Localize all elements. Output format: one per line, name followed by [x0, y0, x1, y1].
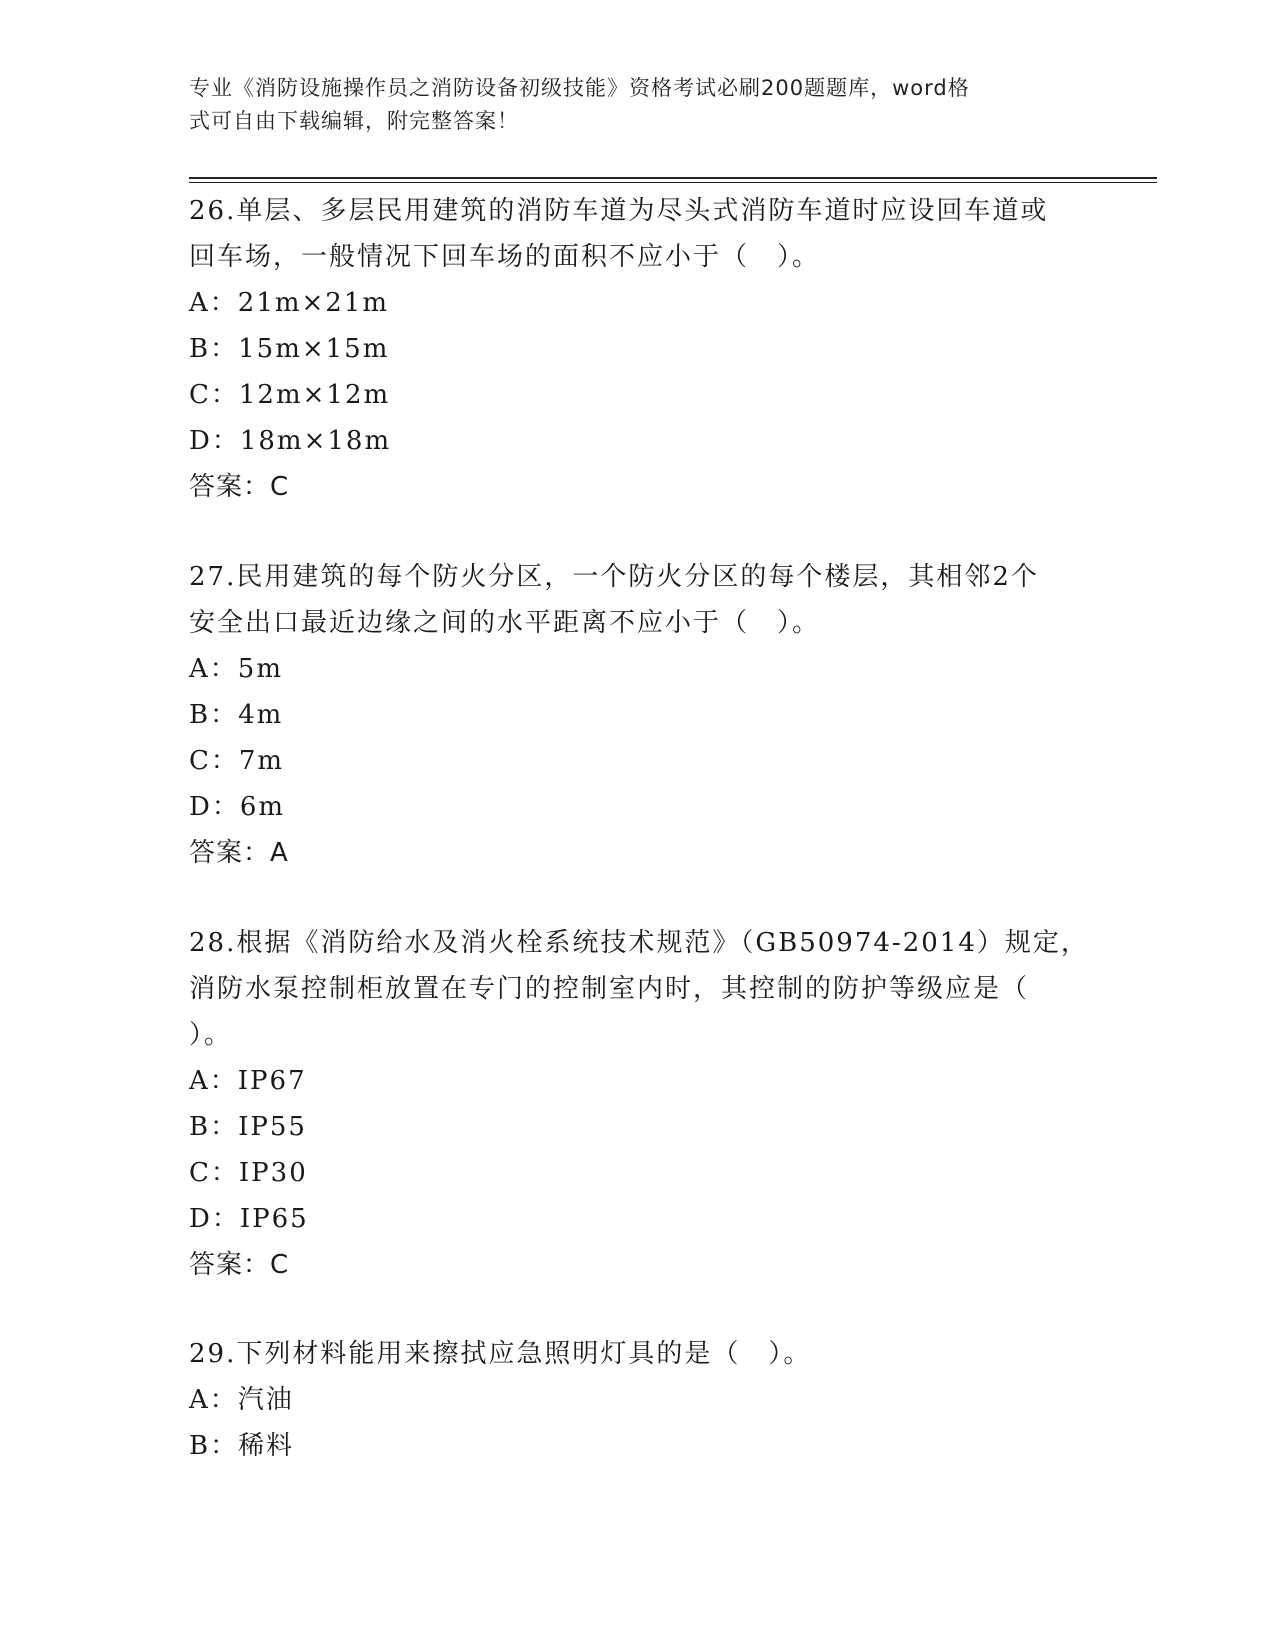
question-28 [189, 920, 1089, 1288]
question-stem-line: 29.下列材料能用来擦拭应急照明灯具的是（ ）。 [189, 1339, 812, 1369]
option-b: B：15m×15m [189, 334, 390, 364]
header-line-1: 专业《消防设施操作员之消防设备初级技能》资格考试必刷200题题库，word格 [189, 76, 970, 100]
option-b: B：4m [189, 700, 284, 730]
option-a: A：21m×21m [189, 288, 390, 318]
option-c: C：IP30 [189, 1158, 308, 1188]
header-divider-thick [189, 177, 1157, 179]
option-b: B：稀料 [189, 1431, 295, 1461]
option-c: C：12m×12m [189, 380, 391, 410]
question-stem-line: 28.根据《消防给水及消火栓系统技术规范》（GB50974-2014）规定， [189, 928, 1089, 958]
answer: 答案：C [189, 1250, 290, 1280]
question-27 [189, 554, 1089, 876]
option-a: A：汽油 [189, 1385, 294, 1415]
question-stem-line: 安全出口最近边缘之间的水平距离不应小于（ ）。 [189, 608, 821, 638]
answer: 答案：C [189, 472, 290, 502]
question-26 [189, 188, 1089, 510]
option-b: B：IP55 [189, 1112, 307, 1142]
answer: 答案：A [189, 838, 289, 868]
header-line-2: 式可自由下载编辑，附完整答案！ [189, 109, 519, 133]
header-divider-thin [189, 182, 1157, 183]
option-d: D：18m×18m [189, 426, 392, 456]
question-stem-line: ）。 [189, 1020, 233, 1050]
document-header [189, 72, 1069, 138]
option-a: A：5m [189, 654, 283, 684]
option-a: A：IP67 [189, 1066, 307, 1096]
option-d: D：IP65 [189, 1204, 309, 1234]
question-stem-line: 消防水泵控制柜放置在专门的控制室内时，其控制的防护等级应是（ [189, 974, 1030, 1004]
question-stem-line: 27.民用建筑的每个防火分区，一个防火分区的每个楼层，其相邻2个 [189, 562, 1039, 592]
option-c: C：7m [189, 746, 285, 776]
question-stem-line: 回车场，一般情况下回车场的面积不应小于（ ）。 [189, 242, 821, 272]
question-29 [189, 1331, 1089, 1469]
option-d: D：6m [189, 792, 286, 822]
question-stem-line: 26.单层、多层民用建筑的消防车道为尽头式消防车道时应设回车道或 [189, 196, 1049, 226]
